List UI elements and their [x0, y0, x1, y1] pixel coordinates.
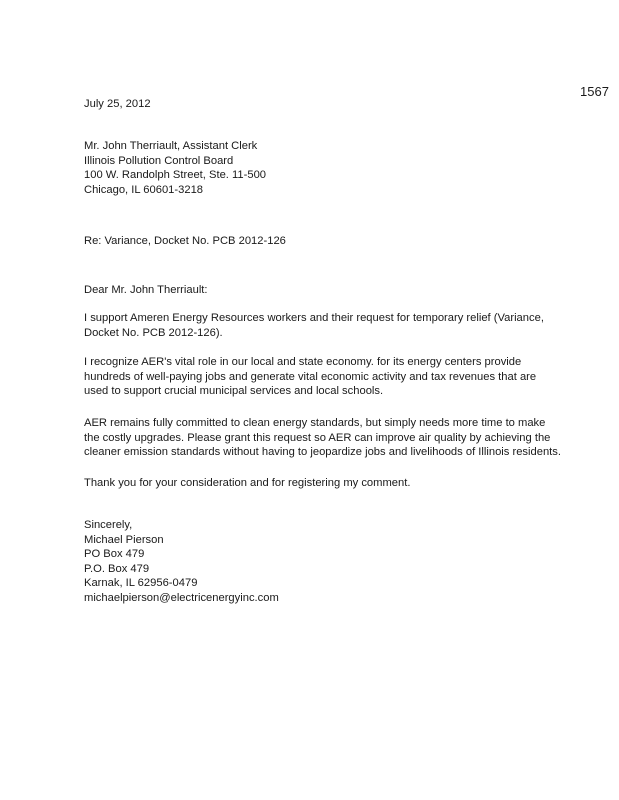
signer-po-box: PO Box 479 — [84, 548, 145, 561]
recipient-org-line: Illinois Pollution Control Board — [84, 154, 234, 167]
recipient-address — [84, 139, 584, 197]
date-line: July 25, 2012 — [84, 98, 151, 110]
signer-city-line: Karnak, IL 62956-0479 — [84, 577, 198, 590]
paragraph-economy — [84, 355, 584, 399]
re-line: Re: Variance, Docket No. PCB 2012-126 — [84, 235, 286, 247]
recipient-street-line: 100 W. Randolph Street, Ste. 11-500 — [84, 169, 267, 182]
paragraph-thanks — [84, 476, 584, 491]
page-number: 1567 — [580, 84, 609, 99]
recipient-city-line: Chicago, IL 60601-3218 — [84, 183, 204, 196]
paragraph-line: cleaner emission standards without having to jeopardize jobs and livelihoods of Illinois residents. — [84, 446, 561, 459]
signer-email: michaelpierson@electricenergyinc.com — [84, 591, 279, 604]
paragraph-line: Docket No. PCB 2012-126). — [84, 326, 223, 339]
paragraph-line: the costly upgrades. Please grant this request so AER can improve air quality by achieving the — [84, 431, 551, 444]
paragraph-line: hundreds of well-paying jobs and generate vital economic activity and tax revenues that are — [84, 370, 537, 383]
letter-date — [84, 97, 584, 112]
signer-po-box-alt: P.O. Box 479 — [84, 562, 150, 575]
recipient-name-line: Mr. John Therriault, Assistant Clerk — [84, 140, 258, 152]
paragraph-line: Thank you for your consideration and for registering my comment. — [84, 477, 411, 489]
subject-line — [84, 234, 584, 249]
paragraph-line: used to support crucial municipal services and local schools. — [84, 385, 384, 398]
paragraph-support — [84, 311, 584, 340]
paragraph-line: I recognize AER's vital role in our local and state economy. for its energy centers provide — [84, 356, 522, 368]
salutation-line: Dear Mr. John Therriault: — [84, 284, 208, 296]
salutation — [84, 283, 584, 298]
paragraph-standards — [84, 416, 584, 460]
signature-block — [84, 518, 584, 606]
paragraph-line: I support Ameren Energy Resources workers and their request for temporary relief (Variance, — [84, 312, 544, 324]
closing-line: Sincerely, — [84, 519, 133, 531]
signer-name: Michael Pierson — [84, 533, 164, 546]
paragraph-line: AER remains fully committed to clean energy standards, but simply needs more time to make — [84, 417, 546, 429]
